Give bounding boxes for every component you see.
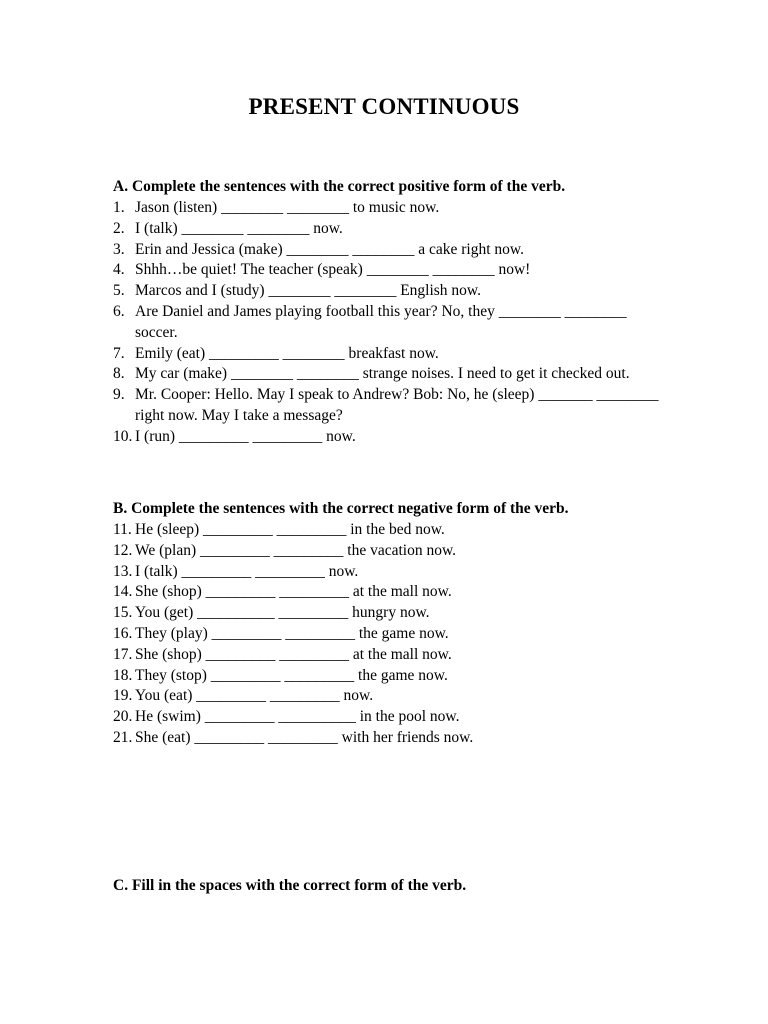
item-number: 21.	[113, 728, 133, 746]
item-text: You (eat) _________ _________ now.	[135, 687, 374, 705]
item-text: Erin and Jessica (make) ________ ________ a cake right now.	[135, 240, 524, 258]
item-number: 9.	[113, 386, 125, 404]
item-number: 14.	[113, 583, 133, 601]
list-item	[113, 385, 673, 427]
item-text: He (swim) _________ __________ in the pool now.	[135, 708, 460, 726]
section-c-heading: C. Fill in the spaces with the correct form of the verb.	[113, 877, 467, 894]
item-number: 19.	[113, 687, 133, 705]
item-number: 12.	[113, 541, 133, 559]
item-number: 11.	[113, 521, 132, 538]
item-text: She (eat) _________ _________ with her friends now.	[135, 728, 474, 746]
item-number: 6.	[113, 302, 125, 320]
item-text: Are Daniel and James playing football this year? No, they ________ ________ soccer.	[135, 302, 627, 341]
item-text: Emily (eat) _________ ________ breakfast now.	[135, 344, 439, 362]
item-text: She (shop) _________ _________ at the mall now.	[135, 645, 452, 663]
section-a-heading: A. Complete the sentences with the correct positive form of the verb.	[113, 178, 566, 195]
list-item	[113, 344, 673, 365]
list-item	[113, 686, 673, 707]
item-text: We (plan) _________ _________ the vacation now.	[135, 541, 457, 559]
item-number: 10.	[113, 427, 133, 445]
item-text: Mr. Cooper: Hello. May I speak to Andrew? Bob: No, he (sleep) _______ ________ right now. May I take a message?	[135, 386, 659, 424]
item-number: 1.	[113, 199, 125, 216]
item-number: 17.	[113, 645, 133, 663]
item-text: You (get) __________ _________ hungry now.	[135, 604, 430, 622]
list-item	[113, 427, 673, 448]
list-item	[113, 281, 673, 302]
item-text: I (run) _________ _________ now.	[135, 427, 356, 445]
item-text: Shhh…be quiet! The teacher (speak) ________ ________ now!	[135, 261, 531, 279]
item-number: 3.	[113, 240, 125, 258]
item-number: 15.	[113, 604, 133, 622]
list-item	[113, 260, 673, 281]
item-number: 20.	[113, 708, 133, 726]
item-text: He (sleep) _________ _________ in the bed now.	[135, 521, 445, 538]
item-number: 18.	[113, 666, 133, 684]
list-item	[113, 198, 673, 219]
list-item	[113, 364, 673, 385]
item-number: 5.	[113, 282, 125, 300]
item-text: I (talk) ________ ________ now.	[135, 219, 343, 237]
section-b-list	[113, 520, 673, 749]
list-item	[113, 541, 673, 562]
item-number: 13.	[113, 562, 133, 580]
item-number: 16.	[113, 624, 133, 642]
list-item	[113, 728, 673, 749]
item-text: Marcos and I (study) ________ ________ English now.	[135, 282, 481, 300]
item-number: 4.	[113, 261, 125, 279]
list-item	[113, 707, 673, 728]
list-item	[113, 302, 673, 344]
item-text: I (talk) _________ _________ now.	[135, 562, 359, 580]
list-item	[113, 666, 673, 687]
section-b-heading: B. Complete the sentences with the correct negative form of the verb.	[113, 500, 569, 517]
item-text: My car (make) ________ ________ strange noises. I need to get it checked out.	[135, 365, 630, 383]
list-item	[113, 645, 673, 666]
item-text: Jason (listen) ________ ________ to music now.	[135, 199, 440, 216]
item-text: They (play) _________ _________ the game now.	[135, 624, 449, 642]
item-number: 8.	[113, 365, 125, 383]
list-item	[113, 582, 673, 603]
item-number: 2.	[113, 219, 125, 237]
item-text: They (stop) _________ _________ the game now.	[135, 666, 448, 684]
item-number: 7.	[113, 344, 125, 362]
list-item	[113, 562, 673, 583]
list-item	[113, 520, 673, 541]
item-text: She (shop) _________ _________ at the mall now.	[135, 583, 452, 601]
list-item	[113, 624, 673, 645]
section-a-list	[113, 198, 673, 448]
list-item	[113, 240, 673, 261]
list-item	[113, 219, 673, 240]
list-item	[113, 603, 673, 624]
page-title: PRESENT CONTINUOUS	[248, 94, 520, 119]
